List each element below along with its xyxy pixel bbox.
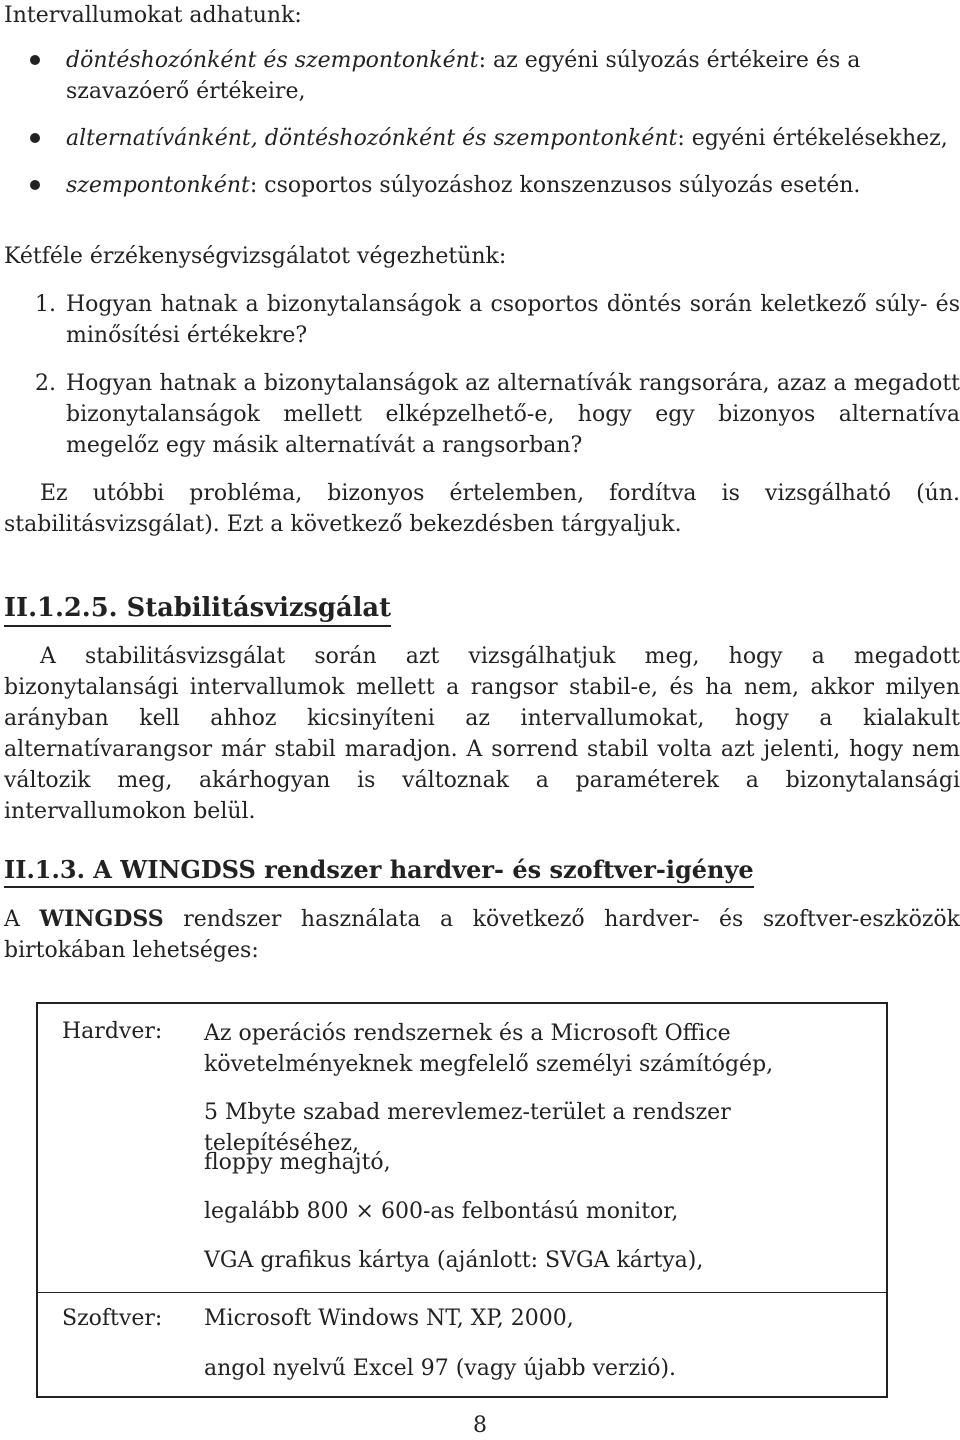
software-item: Microsoft Windows NT, XP, 2000, bbox=[204, 1306, 574, 1331]
bullet-icon bbox=[30, 180, 40, 190]
item-number: 1. bbox=[35, 292, 56, 317]
bullet-icon bbox=[30, 133, 40, 143]
requirements-divider bbox=[38, 1292, 886, 1293]
hardware-item: Az operációs rendszernek és a Microsoft Office bbox=[204, 1021, 731, 1046]
section-number: II.1.3. bbox=[4, 855, 85, 884]
section-heading-text bbox=[4, 855, 754, 888]
bullet-icon bbox=[30, 55, 40, 65]
hardware-item: VGA grafikus kártya (ajánlott: SVGA kártya), bbox=[204, 1248, 704, 1273]
hardware-label: Hardver: bbox=[62, 1019, 163, 1044]
section-title: A WINGDSS rendszer hardver- és szoftver-igénye bbox=[93, 855, 754, 884]
bullet-text: : az egyéni súlyozás értékeire és a szavazóerő értékeire, bbox=[66, 48, 861, 104]
hardware-item: követelményeknek megfelelő személyi számítógép, bbox=[204, 1052, 774, 1077]
hardware-item: legalább 800 × 600-as felbontású monitor, bbox=[204, 1199, 679, 1224]
hardware-item: floppy meghajtó, bbox=[204, 1150, 391, 1175]
software-label: Szoftver: bbox=[62, 1306, 163, 1331]
sensitivity-numbered-list bbox=[0, 289, 960, 351]
stability-paragraph: A stabilitásvizsgálat során azt vizsgálhatjuk meg, hogy a megadott bizonytalansági intervallumok mellett a rangsor stabil-e, és ha nem, akkor milyen arányban kell ahhoz kicsinyíteni az intervallumokat, hogy a kialakult alternatívarangsor már stabil maradjon. A sorrend stabil volta azt jelenti, hogy nem változik meg, akárhogyan is változnak a paraméterek a bizonytalansági intervallumokon belül. bbox=[4, 644, 960, 824]
page-number: 8 bbox=[473, 1413, 487, 1438]
bullet-emphasis: alternatívánként, döntéshozónként és szempontonként bbox=[66, 126, 678, 151]
list-item bbox=[0, 123, 960, 154]
hardware-item: 5 Mbyte szabad merevlemez-terület a rendszer telepítéséhez, bbox=[204, 1100, 731, 1156]
sensitivity-intro: Kétféle érzékenységvizsgálatot végezhetünk: bbox=[4, 244, 507, 269]
list-item bbox=[0, 368, 960, 461]
sensitivity-numbered-list-2 bbox=[0, 368, 960, 461]
item-text: Hogyan hatnak a bizonytalanságok az alternatívák rangsorára, azaz a megadott bizonytalanságok mellett elképzelhető-e, hogy egy bizonyos alternatíva megelőz egy másik alternatívát a rangsorban? bbox=[66, 371, 960, 458]
interval-bullet-list bbox=[0, 45, 960, 201]
list-item bbox=[0, 170, 960, 201]
section-heading-text bbox=[4, 593, 391, 627]
item-number: 2. bbox=[35, 371, 56, 396]
section-heading-stability bbox=[4, 592, 391, 624]
intro-prefix: A bbox=[4, 907, 40, 932]
list-item bbox=[0, 289, 960, 351]
bullet-text: : csoportos súlyozáshoz konszenzusos súlyozás esetén. bbox=[249, 173, 861, 198]
section-title: Stabilitásvizsgálat bbox=[126, 593, 391, 623]
bullet-text: : egyéni értékelésekhez, bbox=[677, 126, 948, 151]
bullet-emphasis: döntéshozónként és szempontonként bbox=[66, 48, 479, 73]
list-item bbox=[0, 45, 960, 107]
bullet-emphasis: szempontonként bbox=[66, 173, 250, 198]
section-number: II.1.2.5. bbox=[4, 593, 118, 623]
intro-suffix: rendszer használata a következő hardver- és szoftver-eszközök birtokában lehetséges: bbox=[4, 907, 960, 963]
item-text: Hogyan hatnak a bizonytalanságok a csoportos döntés során keletkező súly- és minősítési értékekre? bbox=[66, 292, 960, 348]
reverse-note-paragraph: Ez utóbbi probléma, bizonyos értelemben, fordítva is vizsgálható (ún. stabilitásvizsgálat). Ezt a következő bekezdésben tárgyaljuk. bbox=[4, 481, 960, 537]
software-item: angol nyelvű Excel 97 (vagy újabb verzió). bbox=[204, 1356, 677, 1381]
requirements-intro-paragraph bbox=[4, 904, 960, 966]
intro-text: Intervallumokat adhatunk: bbox=[4, 3, 302, 28]
product-name: WINGDSS bbox=[39, 906, 164, 932]
section-heading-requirements bbox=[4, 854, 754, 886]
